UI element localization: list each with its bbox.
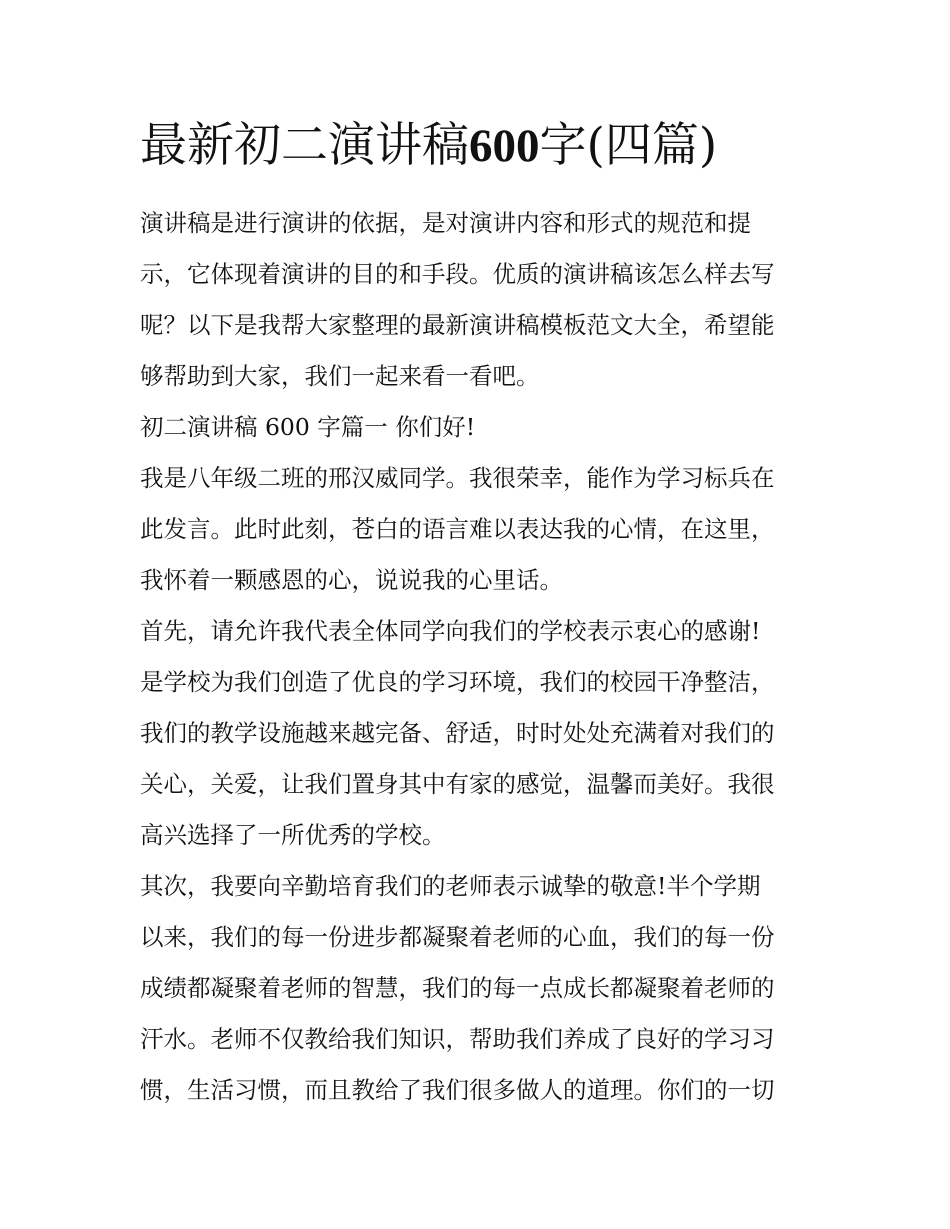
text-line: 以来，我们的每一份进步都凝聚着老师的心血，我们的每一份 <box>140 923 775 951</box>
text-line: 高兴选择了一所优秀的学校。 <box>140 821 446 849</box>
text-line: 其次，我要向辛勤培育我们的老师表示诚挚的敬意!半个学期 <box>140 872 761 900</box>
document-body <box>140 198 812 1116</box>
title-number: 600 <box>469 120 540 172</box>
text-line: 此发言。此时此刻，苍白的语言难以表达我的心情，在这里， <box>140 515 775 543</box>
section-heading: 初二演讲稿 600 字篇一 你们好! <box>140 413 476 441</box>
text-line: 惯，生活习惯，而且教给了我们很多做人的道理。你们的一切 <box>140 1076 775 1104</box>
text-line: 够帮助到大家，我们一起来看一看吧。 <box>140 362 540 390</box>
text-line: 关心，关爱，让我们置身其中有家的感觉，温馨而美好。我很 <box>140 770 775 798</box>
text-line: 首先，请允许我代表全体同学向我们的学校表示衷心的感谢! <box>140 617 761 645</box>
text-line: 是学校为我们创造了优良的学习环境，我们的校园干净整洁， <box>140 668 775 696</box>
text-line: 呢？以下是我帮大家整理的最新演讲稿模板范文大全，希望能 <box>140 311 775 339</box>
document-title <box>140 116 717 176</box>
text-line: 我是八年级二班的邢汉威同学。我很荣幸，能作为学习标兵在 <box>140 464 775 492</box>
text-line: 演讲稿是进行演讲的依据，是对演讲内容和形式的规范和提 <box>140 209 751 237</box>
text-line: 我们的教学设施越来越完备、舒适，时时处处充满着对我们的 <box>140 719 775 747</box>
title-rest: 字(四篇) <box>539 118 718 173</box>
text-line: 汗水。老师不仅教给我们知识，帮助我们养成了良好的学习习 <box>140 1025 775 1053</box>
title-cjk: 最新初二演讲稿 <box>140 118 469 173</box>
text-line: 成绩都凝聚着老师的智慧，我们的每一点成长都凝聚着老师的 <box>140 974 775 1002</box>
text-line: 示，它体现着演讲的目的和手段。优质的演讲稿该怎么样去写 <box>140 260 775 288</box>
text-line: 我怀着一颗感恩的心，说说我的心里话。 <box>140 566 563 594</box>
